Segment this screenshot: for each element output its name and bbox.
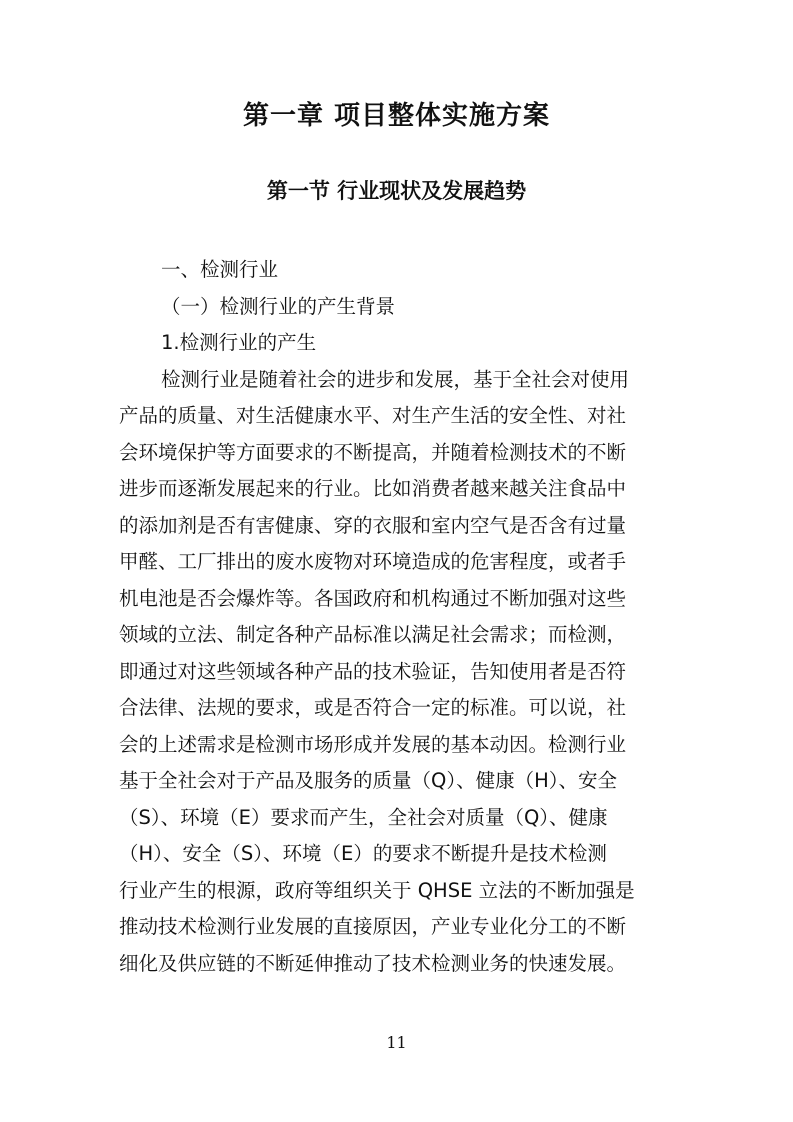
- paragraph-line: 会环境保护等方面要求的不断提高，并随着检测技术的不断: [119, 440, 627, 464]
- heading-level-3: 1.检测行业的产生: [161, 331, 317, 354]
- paragraph-line: 行业产生的根源，政府等组织关于 QHSE 立法的不断加强是: [119, 878, 635, 902]
- paragraph-line: 的添加剂是否有害健康、穿的衣服和室内空气是否含有过量: [119, 513, 627, 537]
- body-text: [119, 252, 675, 982]
- paragraph-line: 检测行业是随着社会的进步和发展，基于全社会对使用: [161, 367, 630, 391]
- heading-level-1: 一、检测行业: [161, 258, 279, 281]
- heading-level-2: （一）检测行业的产生背景: [161, 294, 396, 318]
- paragraph-line: 会的上述需求是检测市场形成并发展的基本动因。检测行业: [119, 732, 627, 756]
- paragraph-line: 产品的质量、对生活健康水平、对生产生活的安全性、对社: [119, 404, 627, 427]
- page-number: 11: [386, 1033, 407, 1052]
- paragraph-line: 进步而逐渐发展起来的行业。比如消费者越来越关注食品中: [119, 477, 627, 500]
- paragraph-line: 细化及供应链的不断延伸推动了技术检测业务的快速发展。: [119, 951, 627, 975]
- paragraph-line: 领域的立法、制定各种产品标准以满足社会需求；而检测，: [119, 623, 627, 646]
- paragraph-line: （H）、安全（S）、环境（E）的要求不断提升是技术检测: [119, 842, 607, 865]
- paragraph-line: 甲醛、工厂排出的废水废物对环境造成的危害程度，或者手: [119, 550, 627, 573]
- paragraph-line: 合法律、法规的要求，或是否符合一定的标准。可以说，社: [119, 696, 627, 719]
- paragraph-line: （S）、环境（E）要求而产生，全社会对质量（Q）、健康: [119, 805, 608, 829]
- section-title: 第一节 行业现状及发展趋势: [266, 179, 527, 203]
- chapter-title: 第一章 项目整体实施方案: [242, 101, 551, 131]
- paragraph-line: 即通过对这些领域各种产品的技术验证，告知使用者是否符: [119, 659, 627, 683]
- paragraph-line: 基于全社会对于产品及服务的质量（Q）、健康（H）、安全: [119, 769, 618, 792]
- paragraph: [119, 362, 675, 983]
- paragraph-line: 推动技术检测行业发展的直接原因，产业专业化分工的不断: [119, 915, 627, 938]
- paragraph-line: 机电池是否会爆炸等。各国政府和机构通过不断加强对这些: [119, 586, 627, 610]
